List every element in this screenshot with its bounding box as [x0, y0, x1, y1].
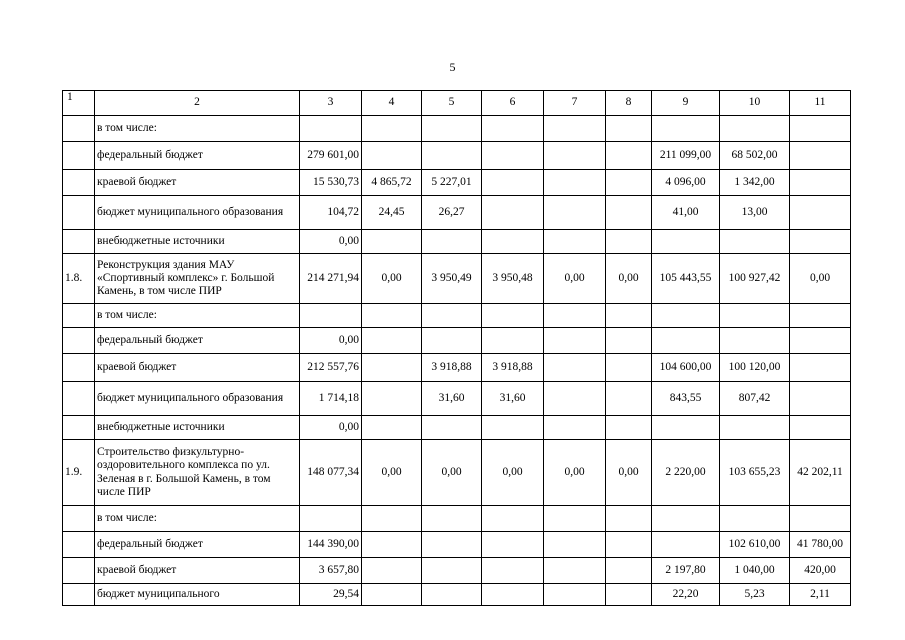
value-cell-col-4	[362, 382, 422, 416]
value-cell-col-11	[790, 196, 851, 230]
table-row	[63, 116, 851, 142]
value-cell-col-7	[544, 196, 606, 230]
value-cell-col-7	[544, 532, 606, 558]
value-cell-col-8	[606, 304, 652, 328]
value-cell-col-10: 68 502,00	[720, 142, 790, 170]
value-cell-col-9: 2 220,00	[652, 440, 720, 506]
row-number-cell	[63, 116, 95, 142]
value-cell-col-6	[482, 230, 544, 254]
row-label-cell: в том числе:	[95, 304, 300, 328]
value-cell-col-9: 22,20	[652, 584, 720, 606]
header-cell-11: 11	[790, 91, 851, 116]
row-number-cell	[63, 558, 95, 584]
value-cell-col-7	[544, 170, 606, 196]
value-cell-col-10	[720, 506, 790, 532]
table-row	[63, 304, 851, 328]
value-cell-col-4	[362, 230, 422, 254]
table-row	[63, 142, 851, 170]
value-cell-col-6: 3 918,88	[482, 354, 544, 382]
value-cell-col-11	[790, 230, 851, 254]
value-cell-col-5: 3 950,49	[422, 254, 482, 304]
value-cell-col-8	[606, 170, 652, 196]
value-cell-col-6	[482, 328, 544, 354]
value-cell-col-3: 279 601,00	[300, 142, 362, 170]
value-cell-col-10: 102 610,00	[720, 532, 790, 558]
value-cell-col-4	[362, 142, 422, 170]
value-cell-col-7	[544, 506, 606, 532]
value-cell-col-5	[422, 116, 482, 142]
row-number-cell	[63, 416, 95, 440]
row-number-cell: 1.8.	[63, 254, 95, 304]
value-cell-col-3: 1 714,18	[300, 382, 362, 416]
value-cell-col-8	[606, 558, 652, 584]
value-cell-col-10: 5,23	[720, 584, 790, 606]
value-cell-col-6	[482, 304, 544, 328]
value-cell-col-10	[720, 116, 790, 142]
value-cell-col-10: 807,42	[720, 382, 790, 416]
value-cell-col-6: 3 950,48	[482, 254, 544, 304]
value-cell-col-3: 15 530,73	[300, 170, 362, 196]
page-number: 5	[449, 60, 456, 74]
header-cell-1: 1	[63, 91, 95, 116]
header-cell-2: 2	[95, 91, 300, 116]
value-cell-col-4	[362, 558, 422, 584]
row-label-cell: федеральный бюджет	[95, 142, 300, 170]
table-row	[63, 584, 851, 606]
value-cell-col-7	[544, 584, 606, 606]
value-cell-col-3: 144 390,00	[300, 532, 362, 558]
value-cell-col-5	[422, 532, 482, 558]
value-cell-col-9: 2 197,80	[652, 558, 720, 584]
value-cell-col-9	[652, 416, 720, 440]
value-cell-col-5	[422, 584, 482, 606]
value-cell-col-11: 42 202,11	[790, 440, 851, 506]
value-cell-col-9: 843,55	[652, 382, 720, 416]
value-cell-col-10: 100 120,00	[720, 354, 790, 382]
header-cell-8: 8	[606, 91, 652, 116]
table-row	[63, 170, 851, 196]
table-row	[63, 416, 851, 440]
value-cell-col-4	[362, 328, 422, 354]
value-cell-col-9	[652, 506, 720, 532]
header-cell-5: 5	[422, 91, 482, 116]
value-cell-col-5: 0,00	[422, 440, 482, 506]
row-label-cell: федеральный бюджет	[95, 532, 300, 558]
row-label-cell: Реконструкция здания МАУ «Спортивный комплекс» г. Большой Камень, в том числе ПИР	[95, 254, 300, 304]
value-cell-col-7	[544, 416, 606, 440]
value-cell-col-6: 31,60	[482, 382, 544, 416]
header-cell-3: 3	[300, 91, 362, 116]
row-number-cell	[63, 506, 95, 532]
value-cell-col-11: 2,11	[790, 584, 851, 606]
row-number-cell	[63, 142, 95, 170]
row-number-cell	[63, 532, 95, 558]
value-cell-col-9: 41,00	[652, 196, 720, 230]
value-cell-col-8	[606, 354, 652, 382]
table-row	[63, 196, 851, 230]
value-cell-col-7	[544, 328, 606, 354]
value-cell-col-7	[544, 558, 606, 584]
row-number-cell	[63, 382, 95, 416]
row-label-cell: внебюджетные источники	[95, 416, 300, 440]
row-number-cell	[63, 170, 95, 196]
row-label-cell: бюджет муниципального образования	[95, 382, 300, 416]
value-cell-col-5	[422, 558, 482, 584]
value-cell-col-9: 104 600,00	[652, 354, 720, 382]
value-cell-col-4	[362, 416, 422, 440]
value-cell-col-4	[362, 304, 422, 328]
value-cell-col-3: 148 077,34	[300, 440, 362, 506]
value-cell-col-5	[422, 230, 482, 254]
value-cell-col-3	[300, 116, 362, 142]
value-cell-col-3	[300, 304, 362, 328]
value-cell-col-4: 0,00	[362, 440, 422, 506]
row-number-cell	[63, 196, 95, 230]
value-cell-col-10: 100 927,42	[720, 254, 790, 304]
table-row	[63, 328, 851, 354]
value-cell-col-6	[482, 170, 544, 196]
value-cell-col-11	[790, 304, 851, 328]
value-cell-col-8	[606, 506, 652, 532]
value-cell-col-5: 5 227,01	[422, 170, 482, 196]
value-cell-col-11	[790, 142, 851, 170]
value-cell-col-10	[720, 328, 790, 354]
value-cell-col-7	[544, 354, 606, 382]
value-cell-col-5: 31,60	[422, 382, 482, 416]
row-label-cell: краевой бюджет	[95, 354, 300, 382]
value-cell-col-3: 3 657,80	[300, 558, 362, 584]
value-cell-col-9	[652, 328, 720, 354]
table-header-row	[63, 91, 851, 116]
value-cell-col-7	[544, 304, 606, 328]
value-cell-col-6	[482, 506, 544, 532]
value-cell-col-8	[606, 196, 652, 230]
value-cell-col-10	[720, 304, 790, 328]
value-cell-col-11: 0,00	[790, 254, 851, 304]
value-cell-col-3: 29,54	[300, 584, 362, 606]
value-cell-col-10: 13,00	[720, 196, 790, 230]
value-cell-col-9: 4 096,00	[652, 170, 720, 196]
value-cell-col-8	[606, 328, 652, 354]
table-row	[63, 558, 851, 584]
value-cell-col-3: 0,00	[300, 328, 362, 354]
row-label-cell: бюджет муниципального	[95, 584, 300, 606]
table-row	[63, 354, 851, 382]
value-cell-col-7: 0,00	[544, 254, 606, 304]
row-number-cell	[63, 304, 95, 328]
value-cell-col-5	[422, 506, 482, 532]
header-cell-7: 7	[544, 91, 606, 116]
budget-table	[62, 90, 851, 606]
value-cell-col-6	[482, 142, 544, 170]
table-row	[63, 254, 851, 304]
row-number-cell	[63, 584, 95, 606]
value-cell-col-11: 420,00	[790, 558, 851, 584]
value-cell-col-10	[720, 230, 790, 254]
value-cell-col-6	[482, 196, 544, 230]
value-cell-col-8	[606, 116, 652, 142]
table-row	[63, 506, 851, 532]
value-cell-col-7: 0,00	[544, 440, 606, 506]
row-label-cell: федеральный бюджет	[95, 328, 300, 354]
value-cell-col-11: 41 780,00	[790, 532, 851, 558]
value-cell-col-9	[652, 230, 720, 254]
value-cell-col-4	[362, 584, 422, 606]
value-cell-col-11	[790, 382, 851, 416]
value-cell-col-4	[362, 116, 422, 142]
value-cell-col-5: 3 918,88	[422, 354, 482, 382]
value-cell-col-8	[606, 416, 652, 440]
value-cell-col-6: 0,00	[482, 440, 544, 506]
value-cell-col-5	[422, 304, 482, 328]
value-cell-col-9	[652, 532, 720, 558]
value-cell-col-4	[362, 532, 422, 558]
value-cell-col-10: 1 342,00	[720, 170, 790, 196]
value-cell-col-7	[544, 382, 606, 416]
row-label-cell: бюджет муниципального образования	[95, 196, 300, 230]
value-cell-col-11	[790, 506, 851, 532]
value-cell-col-11	[790, 170, 851, 196]
value-cell-col-9	[652, 304, 720, 328]
row-number-cell	[63, 328, 95, 354]
value-cell-col-10: 103 655,23	[720, 440, 790, 506]
value-cell-col-5	[422, 416, 482, 440]
value-cell-col-6	[482, 116, 544, 142]
value-cell-col-6	[482, 558, 544, 584]
header-cell-4: 4	[362, 91, 422, 116]
value-cell-col-3: 104,72	[300, 196, 362, 230]
value-cell-col-4	[362, 506, 422, 532]
value-cell-col-3: 214 271,94	[300, 254, 362, 304]
value-cell-col-9: 211 099,00	[652, 142, 720, 170]
row-number-cell	[63, 230, 95, 254]
value-cell-col-4: 24,45	[362, 196, 422, 230]
value-cell-col-4: 0,00	[362, 254, 422, 304]
value-cell-col-3	[300, 506, 362, 532]
value-cell-col-3: 0,00	[300, 416, 362, 440]
table-row	[63, 440, 851, 506]
row-label-cell: в том числе:	[95, 116, 300, 142]
value-cell-col-4: 4 865,72	[362, 170, 422, 196]
value-cell-col-6	[482, 532, 544, 558]
value-cell-col-11	[790, 416, 851, 440]
table-row	[63, 382, 851, 416]
value-cell-col-7	[544, 116, 606, 142]
header-cell-10: 10	[720, 91, 790, 116]
row-label-cell: в том числе:	[95, 506, 300, 532]
header-cell-9: 9	[652, 91, 720, 116]
value-cell-col-7	[544, 230, 606, 254]
value-cell-col-9	[652, 116, 720, 142]
table-row	[63, 532, 851, 558]
value-cell-col-7	[544, 142, 606, 170]
row-label-cell: краевой бюджет	[95, 558, 300, 584]
row-label-cell: внебюджетные источники	[95, 230, 300, 254]
header-cell-6: 6	[482, 91, 544, 116]
value-cell-col-3: 0,00	[300, 230, 362, 254]
table-row	[63, 230, 851, 254]
row-label-cell: краевой бюджет	[95, 170, 300, 196]
value-cell-col-8: 0,00	[606, 440, 652, 506]
value-cell-col-8	[606, 584, 652, 606]
value-cell-col-3: 212 557,76	[300, 354, 362, 382]
value-cell-col-8	[606, 532, 652, 558]
value-cell-col-6	[482, 416, 544, 440]
value-cell-col-10	[720, 416, 790, 440]
value-cell-col-11	[790, 354, 851, 382]
value-cell-col-11	[790, 328, 851, 354]
value-cell-col-11	[790, 116, 851, 142]
row-number-cell	[63, 354, 95, 382]
value-cell-col-9: 105 443,55	[652, 254, 720, 304]
value-cell-col-4	[362, 354, 422, 382]
value-cell-col-8	[606, 230, 652, 254]
value-cell-col-5: 26,27	[422, 196, 482, 230]
value-cell-col-5	[422, 328, 482, 354]
row-label-cell: Строительство физкультурно-оздоровительного комплекса по ул. Зеленая в г. Большой Камень, в том числе ПИР	[95, 440, 300, 506]
value-cell-col-8	[606, 382, 652, 416]
row-number-cell: 1.9.	[63, 440, 95, 506]
value-cell-col-8: 0,00	[606, 254, 652, 304]
value-cell-col-8	[606, 142, 652, 170]
value-cell-col-10: 1 040,00	[720, 558, 790, 584]
value-cell-col-6	[482, 584, 544, 606]
value-cell-col-5	[422, 142, 482, 170]
